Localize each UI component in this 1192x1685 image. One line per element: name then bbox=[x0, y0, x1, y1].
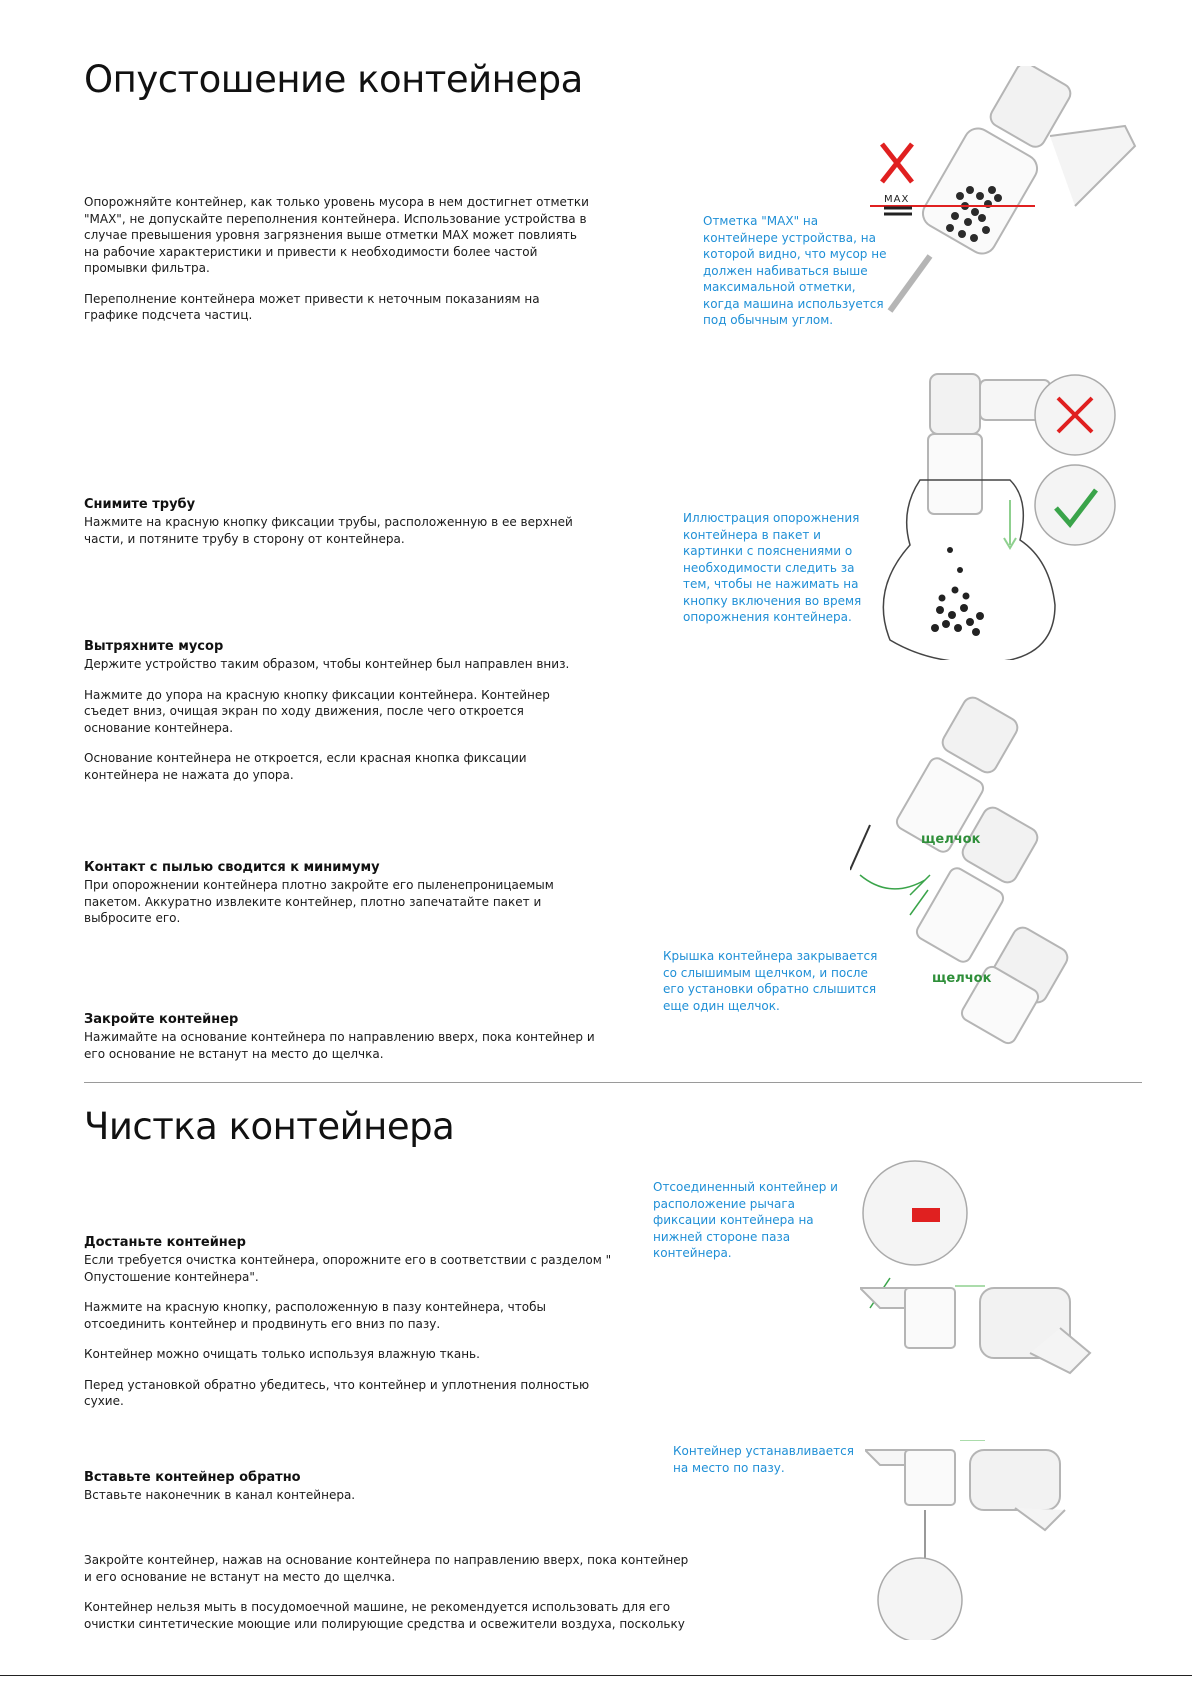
section-divider bbox=[84, 1082, 1142, 1083]
detach-bin-illustration bbox=[860, 1158, 1150, 1378]
close-bin-heading: Закройте контейнер bbox=[84, 1012, 239, 1027]
bag-emptying-illustration bbox=[880, 370, 1120, 660]
take-out-paragraph: Если требуется очистка контейнера, опорожните его в соответствии с разделом " Опустошение контейнера". bbox=[84, 1253, 612, 1284]
insert-back-heading: Вставьте контейнер обратно bbox=[84, 1470, 301, 1485]
remove-tube-block bbox=[84, 497, 574, 547]
dust-contact-text: При опорожнении контейнера плотно закройте его пыленепроницаемым пакетом. Аккуратно извлеките контейнер, плотно запечатайте пакет и выбросите его. bbox=[84, 878, 554, 925]
max-level-illustration bbox=[870, 66, 1160, 316]
insert-back-text: Вставьте наконечник в канал контейнера. bbox=[84, 1488, 356, 1502]
lid-caption: Крышка контейнера закрывается со слышимым щелчком, и после его установки обратно слышится еще один щелчок. bbox=[663, 949, 878, 1013]
max-mark-label: MAX bbox=[884, 194, 910, 205]
section-title-cleaning: Чистка контейнера bbox=[84, 1105, 455, 1148]
closing-paragraph: Контейнер нельзя мыть в посудомоечной машине, не рекомендуется использовать для его очистки синтетические моющие или полирующие средства и освежители воздуха, поскольку bbox=[84, 1600, 685, 1631]
close-bin-block bbox=[84, 1012, 604, 1062]
section-title-emptying: Опустошение контейнера bbox=[84, 58, 583, 101]
click-label: щелчок bbox=[932, 971, 992, 986]
click-label: щелчок bbox=[921, 832, 981, 847]
shake-out-paragraph: Нажмите до упора на красную кнопку фиксации контейнера. Контейнер съедет вниз, очищая экран по ходу движения, после чего откроется основание контейнера. bbox=[84, 687, 550, 735]
closing-paragraph: Закройте контейнер, нажав на основание контейнера по направлению вверх, пока контейнер и его основание не встанут на место до щелчка. bbox=[84, 1553, 689, 1584]
shake-out-block bbox=[84, 639, 594, 783]
take-out-block bbox=[84, 1235, 614, 1410]
shake-out-paragraph: Основание контейнера не откроется, если красная кнопка фиксации контейнера не нажата до упора. bbox=[84, 751, 527, 782]
intro-text bbox=[84, 194, 594, 324]
shake-out-paragraph: Держите устройство таким образом, чтобы контейнер был направлен вниз. bbox=[84, 657, 570, 671]
page-bottom-rule bbox=[0, 1675, 1192, 1676]
remove-tube-heading: Снимите трубу bbox=[84, 497, 196, 512]
take-out-paragraph: Нажмите на красную кнопку, расположенную в пазу контейнера, чтобы отсоединить контейнер и продвинуть его вниз по пазу. bbox=[84, 1300, 546, 1331]
dust-contact-heading: Контакт с пылью сводится к минимуму bbox=[84, 860, 380, 875]
detach-caption: Отсоединенный контейнер и расположение рычага фиксации контейнера на нижней стороне паза контейнера. bbox=[653, 1180, 838, 1260]
slide-caption: Контейнер устанавливается на место по пазу. bbox=[673, 1444, 854, 1475]
closing-text bbox=[84, 1552, 694, 1632]
insert-back-block bbox=[84, 1470, 604, 1504]
take-out-paragraph: Контейнер можно очищать только используя влажную ткань. bbox=[84, 1347, 480, 1361]
dust-contact-block bbox=[84, 860, 584, 927]
take-out-heading: Достаньте контейнер bbox=[84, 1235, 246, 1250]
shake-out-heading: Вытряхните мусор bbox=[84, 639, 224, 654]
intro-paragraph: Опорожняйте контейнер, как только уровень мусора в нем достигнет отметки "MAX", не допускайте переполнения контейнера. Использование устройства в случае превышения уровня загрязнения выше отметки MAX может повлиять на рабочие характеристики и привести к необходимости более частой промывки фильтра. bbox=[84, 195, 589, 275]
slide-in-illustration bbox=[865, 1440, 1105, 1640]
bag-caption: Иллюстрация опорожнения контейнера в пакет и картинки с пояснениями о необходимости следить за тем, чтобы не нажимать на кнопку включения во время опорожнения контейнера. bbox=[683, 511, 862, 624]
lid-click-illustration bbox=[850, 695, 1150, 1045]
intro-paragraph: Переполнение контейнера может привести к неточным показаниям на графике подсчета частиц. bbox=[84, 291, 540, 322]
remove-tube-text: Нажмите на красную кнопку фиксации трубы, расположенную в ее верхней части, и потяните трубу в сторону от контейнера. bbox=[84, 515, 573, 546]
max-caption: Отметка "MAX" на контейнере устройства, на которой видно, что мусор не должен набиваться выше максимальной отметки, когда машина используется под обычным углом. bbox=[703, 214, 887, 327]
take-out-paragraph: Перед установкой обратно убедитесь, что контейнер и уплотнения полностью сухие. bbox=[84, 1377, 590, 1408]
close-bin-text: Нажимайте на основание контейнера по направлению вверх, пока контейнер и его основание не встанут на место до щелчка. bbox=[84, 1030, 595, 1061]
